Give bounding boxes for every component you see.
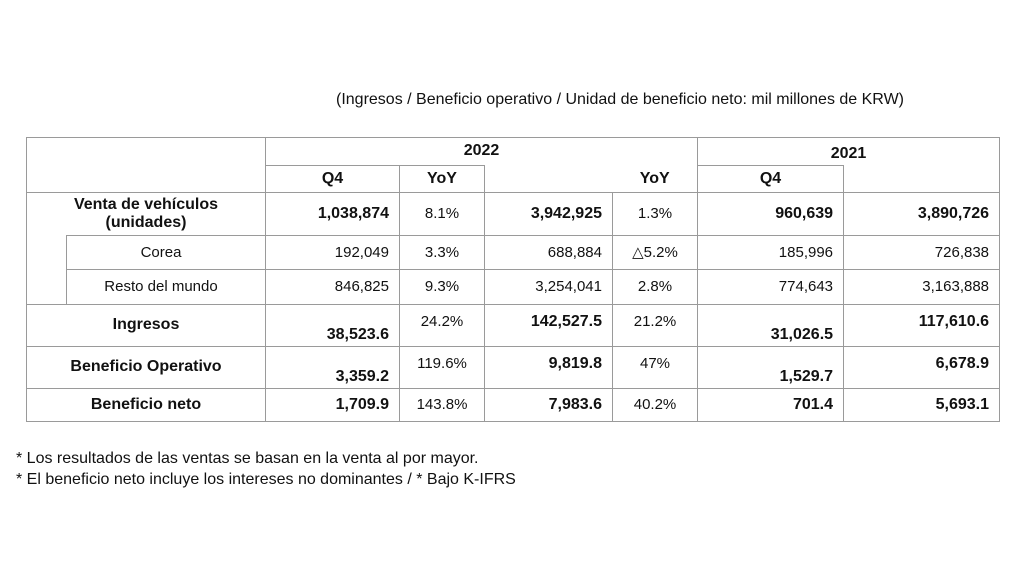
cell-resto-q4-2022: 846,825 — [266, 270, 400, 305]
header-annual-2022 — [485, 166, 613, 193]
cell-neto-yoy-q4: 143.8% — [400, 389, 485, 422]
header-yoy-q4: YoY — [400, 166, 485, 193]
cell-ventas-yoy-annual: 1.3% — [613, 193, 698, 236]
row-label-ventas: Venta de vehículos (unidades) — [27, 193, 266, 236]
unit-note: (Ingresos / Beneficio operativo / Unidad de beneficio neto: mil millones de KRW) — [336, 91, 904, 108]
cell-operativo-annual-2022: 9,819.8 — [485, 347, 613, 389]
row-label-operativo: Beneficio Operativo — [27, 347, 266, 389]
footnote-wholesale: * Los resultados de las ventas se basan en la venta al por mayor. — [16, 450, 479, 467]
table-row-operativo — [27, 347, 1000, 389]
table-row-ingresos — [27, 305, 1000, 347]
financial-results-table — [26, 137, 1000, 422]
cell-ventas-yoy-q4: 8.1% — [400, 193, 485, 236]
cell-neto-annual-2021: 5,693.1 — [844, 389, 1000, 422]
row-label-resto: Resto del mundo — [67, 270, 266, 305]
header-q4-2022: Q4 — [266, 166, 400, 193]
cell-ventas-q4-2022: 1,038,874 — [266, 193, 400, 236]
cell-ingresos-yoy-q4: 24.2% — [400, 305, 485, 347]
cell-resto-yoy-q4: 9.3% — [400, 270, 485, 305]
table-row-neto — [27, 389, 1000, 422]
cell-corea-annual-2021: 726,838 — [844, 236, 1000, 270]
footnote-net-income: * El beneficio neto incluye los intereses no dominantes / * Bajo K-IFRS — [16, 471, 516, 488]
table-row-ventas — [27, 193, 1000, 236]
header-empty-cell — [27, 138, 266, 193]
header-annual-2021 — [844, 166, 1000, 193]
header-row-years — [27, 138, 1000, 166]
cell-ingresos-yoy-annual: 21.2% — [613, 305, 698, 347]
cell-neto-q4-2022: 1,709.9 — [266, 389, 400, 422]
header-year-2021: 2021 — [698, 138, 1000, 166]
cell-resto-annual-2021: 3,163,888 — [844, 270, 1000, 305]
cell-corea-yoy-q4: 3.3% — [400, 236, 485, 270]
cell-resto-q4-2021: 774,643 — [698, 270, 844, 305]
header-yoy-annual: YoY — [613, 166, 698, 193]
cell-corea-q4-2022: 192,049 — [266, 236, 400, 270]
cell-corea-yoy-annual: △5.2% — [613, 236, 698, 270]
indent-spacer — [27, 236, 67, 270]
indent-spacer — [27, 270, 67, 305]
cell-neto-annual-2022: 7,983.6 — [485, 389, 613, 422]
cell-ventas-annual-2021: 3,890,726 — [844, 193, 1000, 236]
cell-operativo-q4-2021: 1,529.7 — [698, 347, 844, 389]
cell-neto-q4-2021: 701.4 — [698, 389, 844, 422]
cell-neto-yoy-annual: 40.2% — [613, 389, 698, 422]
row-label-corea: Corea — [67, 236, 266, 270]
cell-ingresos-annual-2021: 117,610.6 — [844, 305, 1000, 347]
table-row-corea — [27, 236, 1000, 270]
footnotes — [16, 448, 516, 490]
row-label-neto: Beneficio neto — [27, 389, 266, 422]
cell-corea-annual-2022: 688,884 — [485, 236, 613, 270]
header-year-2022: 2022 — [266, 138, 698, 166]
cell-ingresos-annual-2022: 142,527.5 — [485, 305, 613, 347]
header-q4-2021: Q4 — [698, 166, 844, 193]
cell-ingresos-q4-2022: 38,523.6 — [266, 305, 400, 347]
cell-corea-q4-2021: 185,996 — [698, 236, 844, 270]
cell-operativo-q4-2022: 3,359.2 — [266, 347, 400, 389]
cell-operativo-yoy-annual: 47% — [613, 347, 698, 389]
cell-ventas-q4-2021: 960,639 — [698, 193, 844, 236]
cell-resto-yoy-annual: 2.8% — [613, 270, 698, 305]
cell-ventas-annual-2022: 3,942,925 — [485, 193, 613, 236]
cell-ingresos-q4-2021: 31,026.5 — [698, 305, 844, 347]
cell-operativo-yoy-q4: 119.6% — [400, 347, 485, 389]
table-row-resto — [27, 270, 1000, 305]
row-label-ingresos: Ingresos — [27, 305, 266, 347]
cell-resto-annual-2022: 3,254,041 — [485, 270, 613, 305]
cell-operativo-annual-2021: 6,678.9 — [844, 347, 1000, 389]
